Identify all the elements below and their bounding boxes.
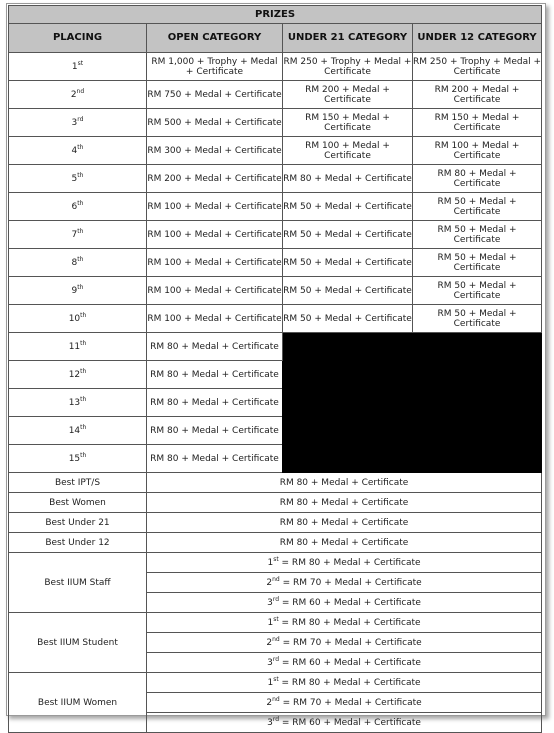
table-row xyxy=(9,165,542,193)
u12-prize-cell: RM 80 + Medal + Certificate xyxy=(413,165,542,193)
table-row xyxy=(9,53,542,81)
special-award-label: Best Women xyxy=(9,493,147,513)
table-row xyxy=(9,613,542,633)
u12-prize-cell: RM 50 + Medal + Certificate xyxy=(413,193,542,221)
placing-suffix: st xyxy=(77,59,84,67)
prize-text: = RM 70 + Medal + Certificate xyxy=(279,577,422,588)
u12-prize-cell: RM 50 + Medal + Certificate xyxy=(413,249,542,277)
u21-prize-cell: RM 200 + Medal + Certificate xyxy=(283,81,413,109)
table-row xyxy=(9,109,542,137)
open-prize-cell: RM 750 + Medal + Certificate xyxy=(147,81,283,109)
u21-prize-cell: RM 250 + Trophy + Medal + Certificate xyxy=(283,53,413,81)
u12-prize-cell: RM 50 + Medal + Certificate xyxy=(413,305,542,333)
special-award-prize: RM 80 + Medal + Certificate xyxy=(147,533,542,553)
placing-number: 1 xyxy=(267,677,274,688)
placing-number: 2 xyxy=(70,89,77,100)
best-group-label: Best IIUM Student xyxy=(9,613,147,673)
open-prize-cell: RM 100 + Medal + Certificate xyxy=(147,193,283,221)
placing-number: 11 xyxy=(68,341,81,352)
placing-cell xyxy=(9,193,147,221)
table-row xyxy=(9,333,542,361)
header-under21-category: UNDER 21 CATEGORY xyxy=(283,24,413,53)
placing-number: 3 xyxy=(267,717,273,728)
special-award-label: Best IPT/S xyxy=(9,473,147,493)
header-open-category: OPEN CATEGORY xyxy=(147,24,283,53)
open-prize-cell: RM 200 + Medal + Certificate xyxy=(147,165,283,193)
prize-text: = RM 80 + Medal + Certificate xyxy=(278,557,421,568)
table-row xyxy=(9,513,542,533)
table-title: PRIZES xyxy=(9,6,542,24)
placing-number: 9 xyxy=(71,285,78,296)
placing-number: 3 xyxy=(267,657,273,668)
table-row xyxy=(9,473,542,493)
placing-suffix: st xyxy=(273,615,279,623)
placing-number: 3 xyxy=(71,117,78,128)
placing-suffix: th xyxy=(80,339,87,347)
u12-prize-cell: RM 150 + Medal + Certificate xyxy=(413,109,542,137)
open-prize-cell: RM 500 + Medal + Certificate xyxy=(147,109,283,137)
placing-number: 1 xyxy=(267,557,274,568)
open-prize-cell: RM 300 + Medal + Certificate xyxy=(147,137,283,165)
placing-number: 2 xyxy=(266,697,273,708)
placing-suffix: rd xyxy=(272,655,280,663)
prize-text: = RM 60 + Medal + Certificate xyxy=(279,717,421,728)
placing-suffix: st xyxy=(273,675,279,683)
prize-text: = RM 60 + Medal + Certificate xyxy=(279,657,421,668)
placing-suffix: nd xyxy=(76,87,85,95)
table-row xyxy=(9,305,542,333)
table-row xyxy=(9,137,542,165)
placing-suffix: th xyxy=(80,395,87,403)
blacked-out-cell xyxy=(283,333,542,473)
prize-text: = RM 80 + Medal + Certificate xyxy=(278,617,421,628)
placing-suffix: nd xyxy=(272,575,280,583)
table-row xyxy=(9,493,542,513)
best-group-prize xyxy=(147,653,542,673)
placing-cell xyxy=(9,53,147,81)
placing-cell xyxy=(9,221,147,249)
best-group-prize xyxy=(147,673,542,693)
u21-prize-cell: RM 50 + Medal + Certificate xyxy=(283,305,413,333)
special-award-label: Best Under 12 xyxy=(9,533,147,553)
placing-number: 2 xyxy=(266,577,273,588)
placing-suffix: th xyxy=(77,143,84,151)
open-prize-cell: RM 100 + Medal + Certificate xyxy=(147,221,283,249)
placing-cell xyxy=(9,277,147,305)
u21-prize-cell: RM 50 + Medal + Certificate xyxy=(283,249,413,277)
placing-cell xyxy=(9,417,147,445)
best-group-prize xyxy=(147,573,542,593)
special-award-label: Best Under 21 xyxy=(9,513,147,533)
open-prize-cell: RM 80 + Medal + Certificate xyxy=(147,333,283,361)
placing-number: 10 xyxy=(68,313,81,324)
table-row xyxy=(9,81,542,109)
placing-suffix: nd xyxy=(272,635,280,643)
placing-number: 15 xyxy=(68,453,81,464)
open-prize-cell: RM 100 + Medal + Certificate xyxy=(147,249,283,277)
placing-cell xyxy=(9,81,147,109)
prize-text: = RM 80 + Medal + Certificate xyxy=(278,677,421,688)
u21-prize-cell: RM 150 + Medal + Certificate xyxy=(283,109,413,137)
best-group-prize xyxy=(147,553,542,573)
placing-suffix: st xyxy=(273,555,279,563)
u21-prize-cell: RM 80 + Medal + Certificate xyxy=(283,165,413,193)
placing-number: 7 xyxy=(71,229,78,240)
placing-cell xyxy=(9,137,147,165)
placing-suffix: th xyxy=(80,451,87,459)
u21-prize-cell: RM 100 + Medal + Certificate xyxy=(283,137,413,165)
u12-prize-cell: RM 50 + Medal + Certificate xyxy=(413,221,542,249)
placing-suffix: th xyxy=(80,367,87,375)
placing-number: 1 xyxy=(71,61,78,72)
open-prize-cell: RM 100 + Medal + Certificate xyxy=(147,305,283,333)
placing-suffix: th xyxy=(77,283,84,291)
placing-cell xyxy=(9,389,147,417)
table-row xyxy=(9,193,542,221)
open-prize-cell: RM 1,000 + Trophy + Medal + Certificate xyxy=(147,53,283,81)
placing-number: 3 xyxy=(267,597,273,608)
header-placing: PLACING xyxy=(9,24,147,53)
placing-number: 1 xyxy=(267,617,274,628)
u21-prize-cell: RM 50 + Medal + Certificate xyxy=(283,221,413,249)
table-row xyxy=(9,533,542,553)
best-group-label: Best IIUM Staff xyxy=(9,553,147,613)
table-row xyxy=(9,673,542,693)
table-row xyxy=(9,277,542,305)
best-group-prize xyxy=(147,613,542,633)
prizes-table xyxy=(8,5,542,733)
open-prize-cell: RM 80 + Medal + Certificate xyxy=(147,445,283,473)
placing-cell xyxy=(9,305,147,333)
placing-suffix: th xyxy=(77,171,84,179)
placing-cell xyxy=(9,361,147,389)
open-prize-cell: RM 80 + Medal + Certificate xyxy=(147,389,283,417)
u12-prize-cell: RM 250 + Trophy + Medal + Certificate xyxy=(413,53,542,81)
placing-cell xyxy=(9,445,147,473)
placing-number: 2 xyxy=(266,637,273,648)
prize-text: = RM 70 + Medal + Certificate xyxy=(279,697,422,708)
best-group-label: Best IIUM Women xyxy=(9,673,147,733)
table-row xyxy=(9,553,542,573)
table-row xyxy=(9,249,542,277)
placing-suffix: th xyxy=(80,423,87,431)
prize-text: = RM 60 + Medal + Certificate xyxy=(279,597,421,608)
placing-number: 6 xyxy=(71,201,78,212)
best-group-prize xyxy=(147,633,542,653)
placing-suffix: rd xyxy=(272,595,280,603)
prize-text: = RM 70 + Medal + Certificate xyxy=(279,637,422,648)
special-award-prize: RM 80 + Medal + Certificate xyxy=(147,513,542,533)
best-group-prize xyxy=(147,593,542,613)
best-group-prize xyxy=(147,693,542,713)
special-award-prize: RM 80 + Medal + Certificate xyxy=(147,473,542,493)
open-prize-cell: RM 80 + Medal + Certificate xyxy=(147,361,283,389)
table-row xyxy=(9,221,542,249)
open-prize-cell: RM 80 + Medal + Certificate xyxy=(147,417,283,445)
placing-number: 14 xyxy=(68,425,81,436)
placing-cell xyxy=(9,249,147,277)
placing-cell xyxy=(9,165,147,193)
placing-suffix: th xyxy=(77,255,84,263)
placing-number: 12 xyxy=(68,369,81,380)
u12-prize-cell: RM 50 + Medal + Certificate xyxy=(413,277,542,305)
u12-prize-cell: RM 100 + Medal + Certificate xyxy=(413,137,542,165)
placing-number: 8 xyxy=(71,257,78,268)
u21-prize-cell: RM 50 + Medal + Certificate xyxy=(283,277,413,305)
header-under12-category: UNDER 12 CATEGORY xyxy=(413,24,542,53)
u12-prize-cell: RM 200 + Medal + Certificate xyxy=(413,81,542,109)
u21-prize-cell: RM 50 + Medal + Certificate xyxy=(283,193,413,221)
placing-suffix: th xyxy=(80,311,87,319)
placing-cell xyxy=(9,333,147,361)
placing-number: 5 xyxy=(71,173,78,184)
open-prize-cell: RM 100 + Medal + Certificate xyxy=(147,277,283,305)
placing-suffix: rd xyxy=(77,115,84,123)
placing-suffix: rd xyxy=(272,715,280,723)
placing-suffix: th xyxy=(77,199,84,207)
placing-number: 4 xyxy=(71,145,78,156)
placing-number: 13 xyxy=(68,397,81,408)
placing-cell xyxy=(9,109,147,137)
placing-suffix: th xyxy=(77,227,84,235)
placing-suffix: nd xyxy=(272,695,280,703)
best-group-prize xyxy=(147,713,542,733)
special-award-prize: RM 80 + Medal + Certificate xyxy=(147,493,542,513)
